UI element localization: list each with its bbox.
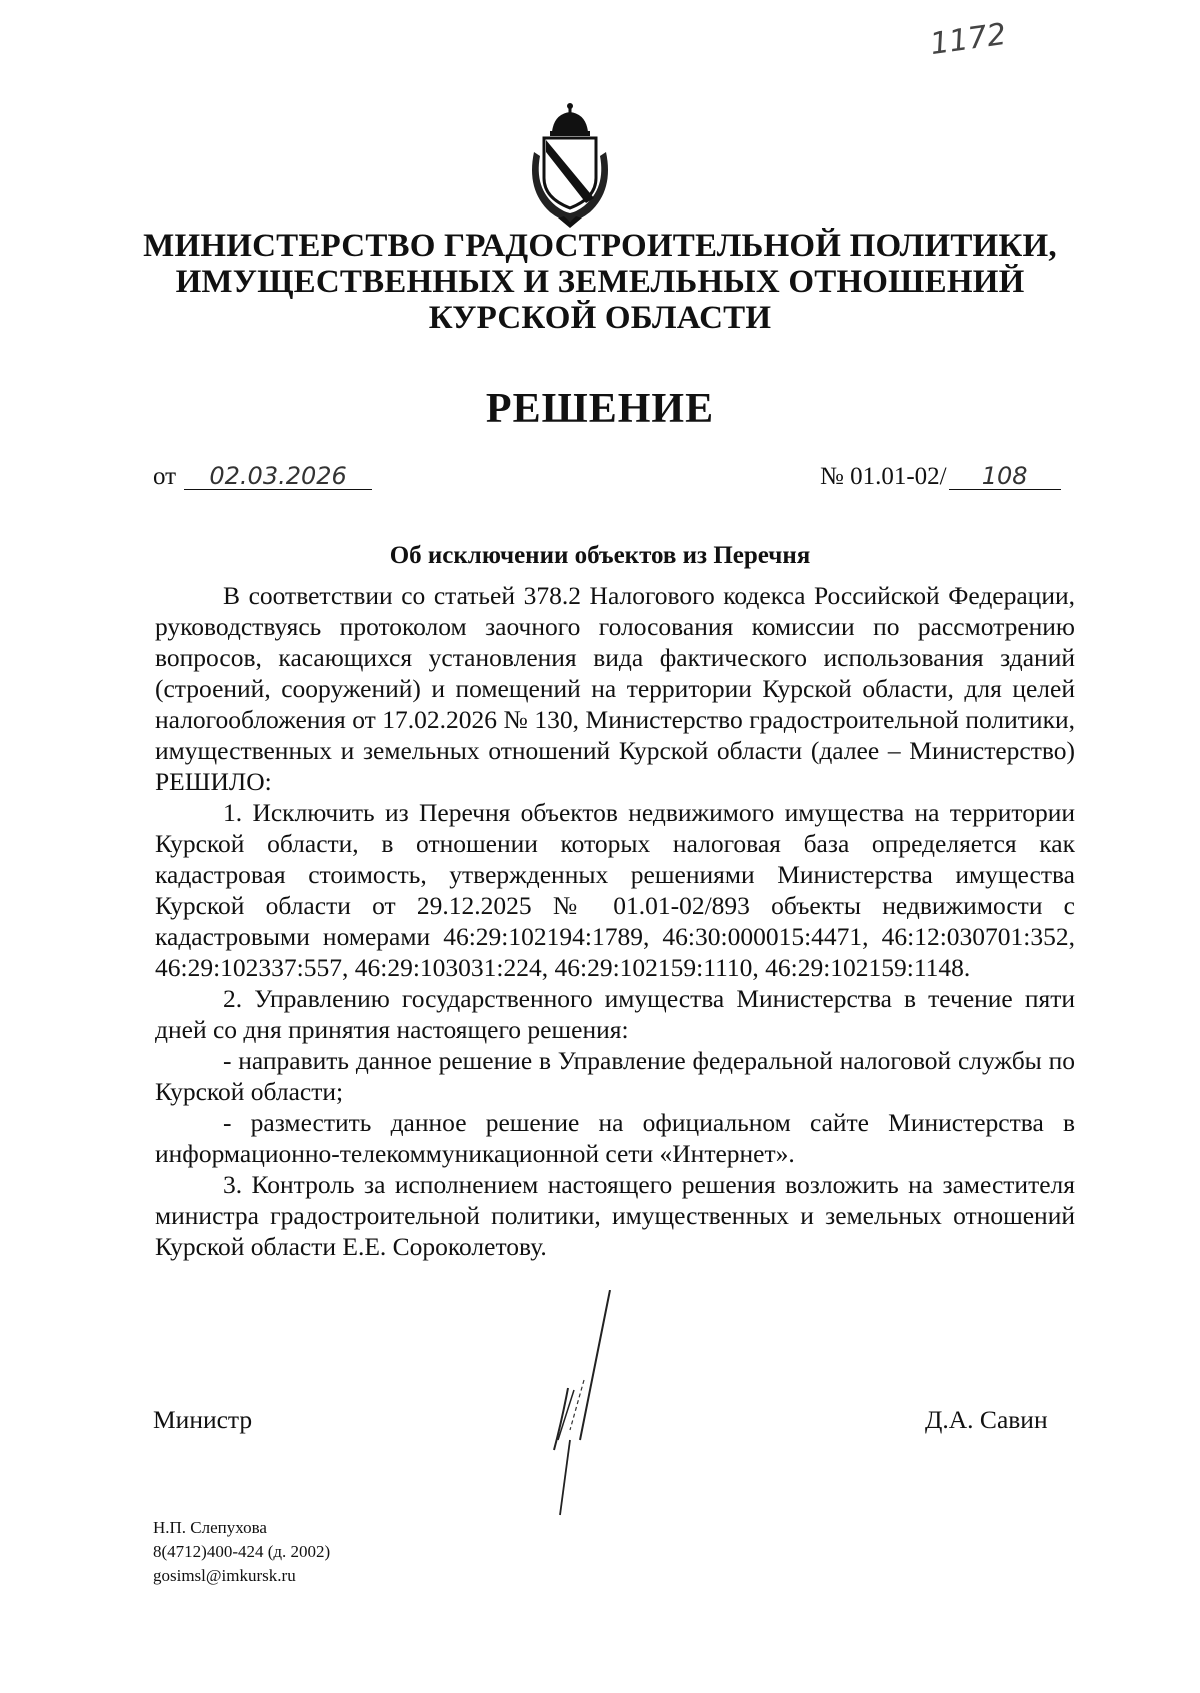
- paragraph-item-1: 1. Исключить из Перечня объектов недвижимого имущества на территории Курской области, в отношении которых налоговая база определяется как кадастровая стоимость, утвержденных решениями Министерства имущества Курской области от 29.12.2025 № 01.01-02/893 объекты недвижимости с кадастровыми номерами 46:29:102194:1789, 46:30:000015:4471, 46:12:030701:352, 46:29:102337:557, 46:29:103031:224, 46:29:102159:1110, 46:29:102159:1148.: [155, 798, 1075, 982]
- kursk-coat-of-arms-icon: [520, 100, 620, 230]
- ministry-name-line-1: МИНИСТЕРСТВО ГРАДОСТРОИТЕЛЬНОЙ ПОЛИТИКИ,: [143, 228, 1057, 264]
- document-subject: Об исключении объектов из Перечня: [389, 542, 811, 569]
- paragraph-intro: В соответствии со статьей 378.2 Налогового кодекса Российской Федерации, руководствуясь протоколом заочного голосования комиссии по рассмотрению вопросов, касающихся установления вида фактического использования зданий (строений, сооружений) и помещений на территории Курской области, для целей налогообложения от 17.02.2026 № 130, Министерство градостроительной политики, имущественных и земельных отношений Курской области (далее – Министерство) РЕШИЛО:: [155, 581, 1075, 796]
- document-body: [155, 580, 1075, 1262]
- contact-name: Н.П. Слепухова: [153, 1518, 267, 1537]
- date-value: 02.03.2026: [184, 463, 372, 490]
- number-row: [820, 463, 1061, 491]
- number-label: № 01.01-02/: [820, 463, 947, 490]
- paragraph-item-3: 3. Контроль за исполнением настоящего решения возложить на заместителя министра градостроительной политики, имущественных и земельных отношений Курской области Е.Е. Сороколетову.: [155, 1170, 1075, 1261]
- ministry-name-line-3: КУРСКОЙ ОБЛАСТИ: [428, 300, 772, 336]
- paragraph-item-2-a: - направить данное решение в Управление федеральной налоговой службы по Курской области;: [155, 1046, 1075, 1106]
- paragraph-item-2: 2. Управлению государственного имущества Министерства в течение пяти дней со дня принятия настоящего решения:: [155, 984, 1075, 1044]
- paragraph-item-2-b: - разместить данное решение на официальном сайте Министерства в информационно-телекоммуникационной сети «Интернет».: [155, 1108, 1075, 1168]
- document-title: РЕШЕНИЕ: [485, 386, 715, 432]
- contact-email: gosimsl@imkursk.ru: [153, 1566, 296, 1585]
- signatory-position: Министр: [153, 1405, 253, 1434]
- contact-phone: 8(4712)400-424 (д. 2002): [153, 1542, 331, 1561]
- number-value: 108: [949, 463, 1061, 490]
- handwritten-signature-icon: [540, 1290, 620, 1520]
- date-row: [153, 463, 372, 491]
- ministry-name-line-2: ИМУЩЕСТВЕННЫХ И ЗЕМЕЛЬНЫХ ОТНОШЕНИЙ: [175, 264, 1025, 300]
- signatory-name: Д.А. Савин: [925, 1405, 1048, 1434]
- handwritten-page-note: 1172: [927, 16, 1009, 63]
- date-label: от: [153, 463, 177, 490]
